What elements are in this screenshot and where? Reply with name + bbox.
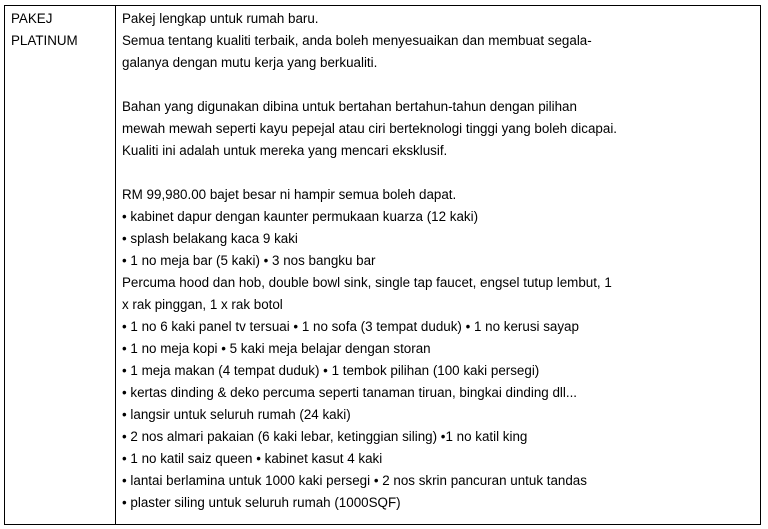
list-item: • 2 nos almari pakaian (6 kaki lebar, ketinggian siling) •1 no katil king [122, 429, 528, 444]
list-item: • 1 no meja bar (5 kaki) • 3 nos bangku bar [122, 253, 376, 268]
paragraph-gap [122, 74, 754, 96]
list-item: Percuma hood dan hob, double bowl sink, single tap faucet, engsel tutup lembut, 1 [122, 275, 612, 290]
budget-line: RM 99,980.00 bajet besar ni hampir semua boleh dapat. [122, 187, 457, 202]
material-line: Kualiti ini adalah untuk mereka yang mencari eksklusif. [122, 143, 448, 158]
list-item: • 1 meja makan (4 tempat duduk) • 1 tembok pilihan (100 kaki persegi) [122, 363, 540, 378]
package-name-cell [5, 6, 116, 525]
item-list [122, 184, 754, 514]
list-item: • lantai berlamina untuk 1000 kaki persegi • 2 nos skrin pancuran untuk tandas [122, 473, 587, 488]
intro-line: Pakej lengkap untuk rumah baru. [122, 11, 319, 26]
intro-line: galanya dengan mutu kerja yang berkualiti. [122, 55, 378, 70]
list-item: • 1 no katil saiz queen • kabinet kasut 4 kaki [122, 451, 383, 466]
list-item: • splash belakang kaca 9 kaki [122, 231, 298, 246]
package-table [4, 5, 761, 525]
package-description-cell [116, 6, 761, 525]
list-item: x rak pinggan, 1 x rak botol [122, 297, 283, 312]
material-line: mewah mewah seperti kayu pepejal atau ciri berteknologi tinggi yang boleh dicapai. [122, 121, 618, 136]
list-item: • langsir untuk seluruh rumah (24 kaki) [122, 407, 351, 422]
intro-paragraph [122, 8, 754, 74]
material-paragraph [122, 96, 754, 162]
package-label-line: PAKEJ [11, 11, 53, 26]
package-row [5, 6, 761, 525]
list-item: • 1 no 6 kaki panel tv tersuai • 1 no sofa (3 tempat duduk) • 1 no kerusi sayap [122, 319, 579, 334]
intro-line: Semua tentang kualiti terbaik, anda boleh menyesuaikan dan membuat segala- [122, 33, 592, 48]
list-item: • plaster siling untuk seluruh rumah (1000SQF) [122, 495, 401, 510]
package-label-line: PLATINUM [11, 33, 78, 48]
list-item: • kertas dinding & deko percuma seperti tanaman tiruan, bingkai dinding dll... [122, 385, 578, 400]
list-item: • 1 no meja kopi • 5 kaki meja belajar dengan storan [122, 341, 431, 356]
paragraph-gap [122, 162, 754, 184]
material-line: Bahan yang digunakan dibina untuk bertahan bertahun-tahun dengan pilihan [122, 99, 577, 114]
list-item: • kabinet dapur dengan kaunter permukaan kuarza (12 kaki) [122, 209, 479, 224]
